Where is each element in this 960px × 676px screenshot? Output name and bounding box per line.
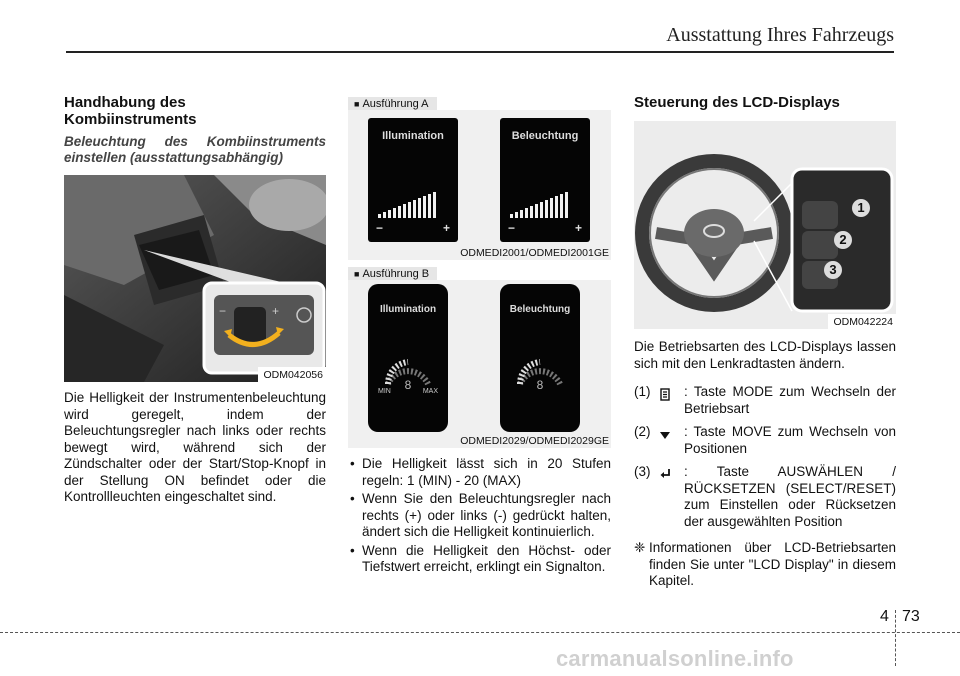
square-bullet-icon: ■ bbox=[354, 269, 360, 279]
plus-label: + bbox=[442, 221, 450, 235]
figure-code: ODMEDI2001/ODMEDI2001GE bbox=[460, 247, 609, 259]
item-description: : Taste MOVE zum Wechseln von Positionen bbox=[684, 424, 896, 456]
variant-a-header bbox=[348, 94, 611, 110]
list-item bbox=[634, 464, 896, 530]
footer-rule bbox=[0, 632, 960, 633]
svg-text:−: − bbox=[219, 304, 227, 318]
item-number: (1) bbox=[634, 384, 651, 399]
button-list bbox=[634, 384, 896, 530]
middle-column bbox=[348, 94, 611, 578]
list-item bbox=[634, 384, 896, 417]
callout-1: 1 bbox=[852, 199, 870, 217]
dimmer-paragraph: Die Helligkeit der Instrumentenbeleuchtung wird geregelt, indem der Beleuchtungsregler nach links oder rechts bewegt wird, während sich der Zündschalter oder der Start/Stop-Knopf in der Stellung ON befindet oder die Kontrollleuchten eingeschaltet sind. bbox=[64, 390, 326, 504]
variant-a-label: ■ Ausführung A bbox=[348, 97, 437, 111]
variant-b-header bbox=[348, 264, 611, 280]
brightness-bars bbox=[378, 192, 436, 218]
arc-gauge bbox=[500, 284, 580, 432]
variant-a-figure bbox=[348, 110, 611, 260]
item-description: : Taste AUSWÄHLEN / RÜCKSETZEN (SELECT/RESET) zum Einstellen oder Rücksetzen der ausgewählten Position bbox=[684, 464, 896, 529]
left-column bbox=[64, 94, 326, 506]
photo-caption: ODM042224 bbox=[828, 314, 896, 329]
steering-wheel-illustration bbox=[634, 121, 896, 329]
dashboard-dimmer-photo bbox=[64, 175, 326, 382]
photo-caption: ODM042056 bbox=[258, 367, 326, 382]
lcd-screen-title: Beleuchtung bbox=[509, 304, 571, 315]
section-heading: Handhabung des Kombiinstruments bbox=[64, 94, 197, 128]
right-column bbox=[634, 94, 896, 590]
watermark: carmanualsonline.info bbox=[556, 646, 794, 671]
chapter-number: 4 bbox=[880, 608, 889, 625]
lcd-screen-illumination-a bbox=[368, 118, 458, 242]
item-number: (2) bbox=[634, 424, 651, 439]
arc-gauge bbox=[368, 284, 448, 432]
brightness-bars bbox=[510, 192, 568, 218]
move-down-icon bbox=[658, 427, 672, 441]
gauge-value: 8 bbox=[536, 378, 544, 392]
section-subheading: Beleuchtung des Kombiinstruments einstellen (ausstattungsabhängig) bbox=[64, 134, 326, 165]
lcd-screen-title: Beleuchtung bbox=[511, 130, 579, 142]
note-mark-icon: ❈ bbox=[634, 540, 646, 555]
item-description: : Taste MODE zum Wechseln der Betriebsart bbox=[684, 384, 896, 416]
steering-wheel-photo bbox=[634, 121, 896, 329]
lcd-screen-title: Illumination bbox=[382, 130, 444, 142]
lcd-screen-illumination-b bbox=[368, 284, 448, 432]
brightness-bullets bbox=[348, 456, 611, 576]
mode-icon bbox=[658, 387, 672, 401]
section-heading: Steuerung des LCD-Displays bbox=[634, 94, 840, 111]
variant-b-label: ■ Ausführung B bbox=[348, 267, 437, 281]
gauge-max-label: MAX bbox=[422, 388, 438, 395]
lcd-screen-title: Illumination bbox=[379, 304, 437, 315]
callout-3: 3 bbox=[824, 261, 842, 279]
gauge-value: 8 bbox=[404, 378, 412, 392]
minus-label: − bbox=[508, 221, 516, 235]
variant-b-figure bbox=[348, 280, 611, 448]
page-number: 73 bbox=[902, 608, 920, 625]
note-text: Informationen über LCD-Betriebsarten finden Sie unter "LCD Display" in diesem Kapitel. bbox=[649, 540, 896, 588]
lcd-intro: Die Betriebsarten des LCD-Displays lassen sich mit den Lenkradtasten ändern. bbox=[634, 339, 896, 371]
list-item: • Die Helligkeit lässt sich in 20 Stufen regeln: 1 (MIN) - 20 (MAX) bbox=[348, 456, 611, 489]
svg-text:+: + bbox=[272, 304, 280, 318]
gauge-min-label: MIN bbox=[378, 388, 391, 395]
minus-label: − bbox=[376, 221, 384, 235]
list-item bbox=[634, 424, 896, 457]
figure-code: ODMEDI2029/ODMEDI2029GE bbox=[460, 435, 609, 447]
square-bullet-icon: ■ bbox=[354, 99, 360, 109]
enter-return-icon bbox=[658, 467, 672, 481]
footer-divider bbox=[895, 610, 896, 666]
plus-label: + bbox=[574, 221, 582, 235]
item-number: (3) bbox=[634, 464, 651, 479]
lcd-screen-beleuchtung-a bbox=[500, 118, 590, 242]
callout-2: 2 bbox=[834, 231, 852, 249]
header-rule bbox=[66, 51, 894, 53]
list-item: • Wenn Sie den Beleuchtungsregler nach rechts (+) oder links (-) gedrückt halten, ändert sich die Helligkeit kontinuierlich. bbox=[348, 491, 611, 541]
running-header: Ausstattung Ihres Fahrzeugs bbox=[666, 24, 894, 46]
list-item: • Wenn die Helligkeit den Höchst- oder Tiefstwert erreicht, erklingt ein Signalton. bbox=[348, 543, 611, 576]
reference-note bbox=[634, 540, 896, 590]
dashboard-dimmer-illustration bbox=[64, 175, 326, 382]
lcd-screen-beleuchtung-b bbox=[500, 284, 580, 432]
